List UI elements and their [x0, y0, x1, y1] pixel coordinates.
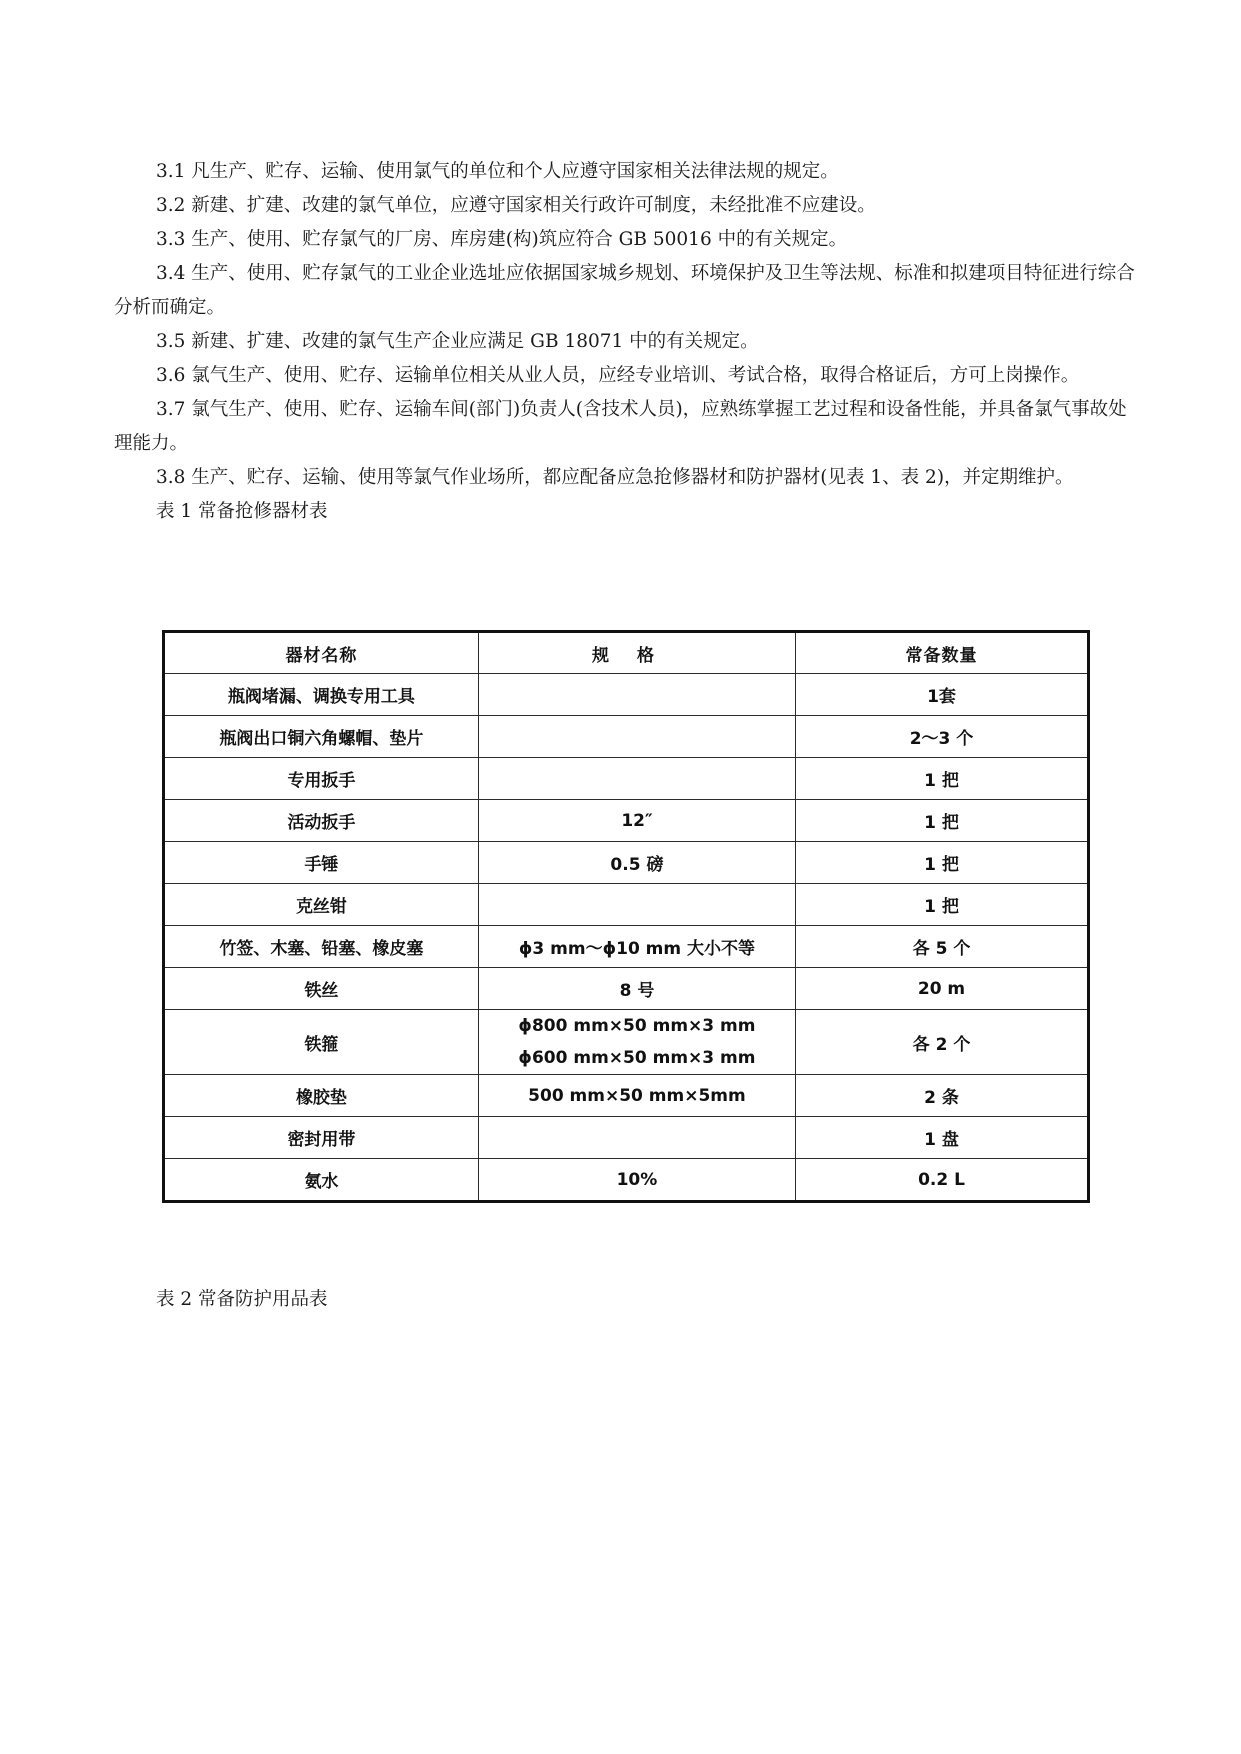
cell-name: 瓶阀出口铜六角螺帽、垫片 [164, 716, 479, 758]
cell-spec-line2: ϕ600 mm×50 mm×3 mm [518, 1048, 756, 1068]
cell-name: 竹签、木塞、铅塞、橡皮塞 [164, 926, 479, 968]
cell-name: 克丝钳 [164, 884, 479, 926]
cell-spec: 10% [478, 1159, 795, 1202]
cell-name: 瓶阀堵漏、调换专用工具 [164, 674, 479, 716]
paragraph-3-6: 3.6 氯气生产、使用、贮存、运输单位相关从业人员，应经专业培训、考试合格，取得合格证后，方可上岗操作。 [156, 365, 1080, 386]
cell-qty: 1 盘 [796, 1117, 1089, 1159]
paragraph-3-3: 3.3 生产、使用、贮存氯气的厂房、库房建(构)筑应符合 GB 50016 中的有关规定。 [156, 229, 848, 250]
cell-qty: 1 把 [796, 758, 1089, 800]
table-row [164, 968, 1089, 1010]
paragraph-3-8: 3.8 生产、贮存、运输、使用等氯气作业场所，都应配备应急抢修器材和防护器材(见表 1、表 2)，并定期维护。 [156, 467, 1074, 488]
table1-wrapper [162, 630, 1090, 1203]
paragraph-3-1: 3.1 凡生产、贮存、运输、使用氯气的单位和个人应遵守国家相关法律法规的规定。 [156, 161, 839, 182]
cell-qty: 1套 [796, 674, 1089, 716]
cell-qty: 2～3 个 [796, 716, 1089, 758]
paragraph-3-4: 3.4 生产、使用、贮存氯气的工业企业选址应依据国家城乡规划、环境保护及卫生等法规、标准和拟建项目特征进行综合分析而确定。 [114, 263, 1135, 318]
cell-qty: 1 把 [796, 800, 1089, 842]
table-row [164, 716, 1089, 758]
cell-spec-line1: ϕ800 mm×50 mm×3 mm [518, 1016, 756, 1036]
table-row [164, 926, 1089, 968]
table-header-row [164, 632, 1089, 674]
cell-qty: 2 条 [796, 1075, 1089, 1117]
document-body [114, 155, 1144, 529]
cell-name: 手锤 [164, 842, 479, 884]
cell-qty: 1 把 [796, 884, 1089, 926]
table-row [164, 758, 1089, 800]
cell-qty: 0.2 L [796, 1159, 1089, 1202]
cell-name: 密封用带 [164, 1117, 479, 1159]
table1-caption: 表 1 常备抢修器材表 [156, 501, 328, 522]
cell-spec-multi [478, 1010, 795, 1075]
table-row [164, 1010, 1089, 1075]
cell-spec [478, 884, 795, 926]
cell-spec: 8 号 [478, 968, 795, 1010]
cell-name: 专用扳手 [164, 758, 479, 800]
header-specification: 规格 [478, 632, 795, 674]
header-quantity: 常备数量 [796, 632, 1089, 674]
cell-name: 铁丝 [164, 968, 479, 1010]
cell-spec: 12″ [478, 800, 795, 842]
cell-qty: 各 2 个 [796, 1010, 1089, 1075]
cell-spec: 500 mm×50 mm×5mm [478, 1075, 795, 1117]
cell-name: 活动扳手 [164, 800, 479, 842]
table-row [164, 800, 1089, 842]
cell-qty: 20 m [796, 968, 1089, 1010]
emergency-repair-equipment-table [162, 630, 1090, 1203]
table-row [164, 1117, 1089, 1159]
cell-spec: ϕ3 mm～ϕ10 mm 大小不等 [478, 926, 795, 968]
table-row [164, 884, 1089, 926]
table-row [164, 1159, 1089, 1202]
table-row [164, 1075, 1089, 1117]
table-row [164, 842, 1089, 884]
cell-spec [478, 758, 795, 800]
cell-name: 氨水 [164, 1159, 479, 1202]
cell-qty: 各 5 个 [796, 926, 1089, 968]
cell-spec [478, 716, 795, 758]
cell-qty: 1 把 [796, 842, 1089, 884]
cell-name: 铁箍 [164, 1010, 479, 1075]
cell-spec [478, 1117, 795, 1159]
cell-name: 橡胶垫 [164, 1075, 479, 1117]
table-row [164, 674, 1089, 716]
table2-caption: 表 2 常备防护用品表 [156, 1289, 328, 1310]
header-equipment-name: 器材名称 [164, 632, 479, 674]
cell-spec: 0.5 磅 [478, 842, 795, 884]
paragraph-3-5: 3.5 新建、扩建、改建的氯气生产企业应满足 GB 18071 中的有关规定。 [156, 331, 759, 352]
paragraph-3-2: 3.2 新建、扩建、改建的氯气单位，应遵守国家相关行政许可制度，未经批准不应建设。 [156, 195, 876, 216]
paragraph-3-7: 3.7 氯气生产、使用、贮存、运输车间(部门)负责人(含技术人员)，应熟练掌握工艺过程和设备性能，并具备氯气事故处理能力。 [114, 399, 1127, 454]
cell-spec [478, 674, 795, 716]
